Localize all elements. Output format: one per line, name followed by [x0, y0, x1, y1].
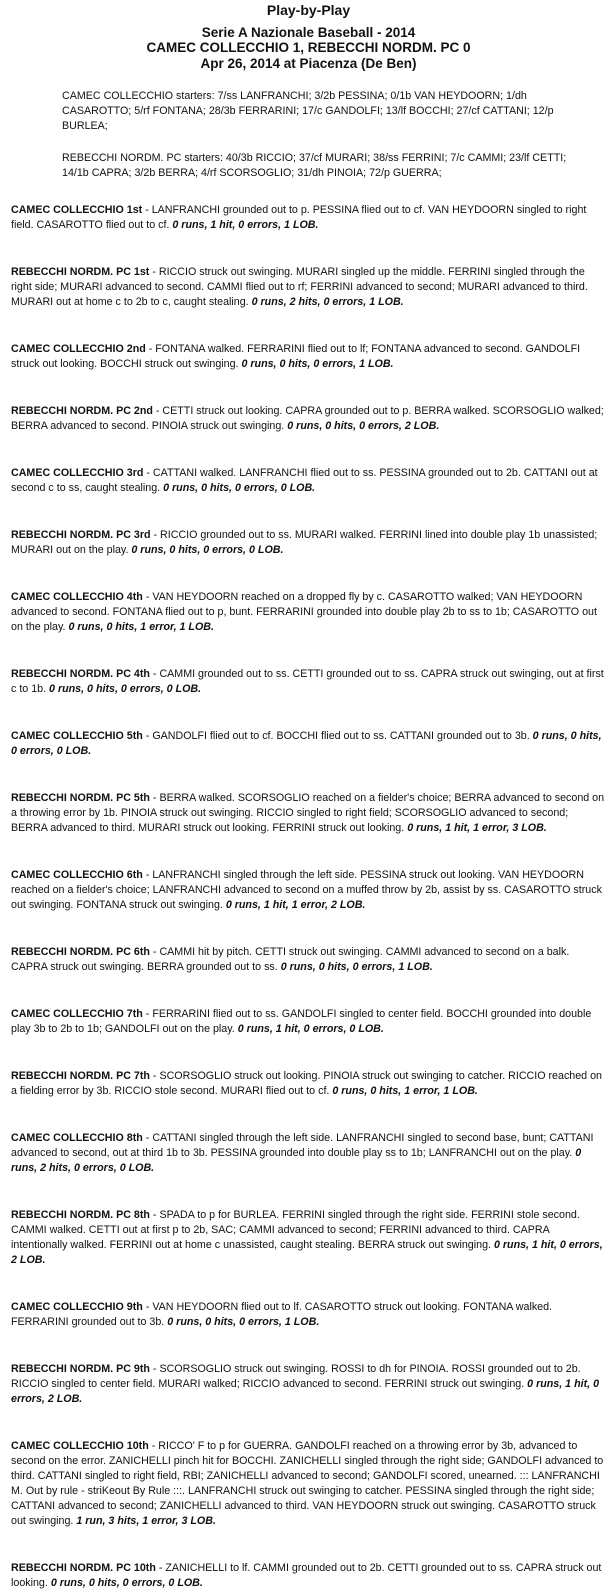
inning-plays: VAN HEYDOORN flied out to lf. CASAROTTO struck out looking. FONTANA walked. FERRARINI grounded out to 3b. — [11, 1301, 553, 1328]
inning-summary: 0 runs, 0 hits, 0 errors, 0 LOB. — [50, 1577, 203, 1589]
inning-summary: 0 runs, 2 hits, 0 errors, 0 LOB. — [11, 1147, 582, 1174]
inning-plays: CAMMI grounded out to ss. CETTI grounded out to ss. CAPRA struck out swinging, out at first c to 1b. — [11, 668, 604, 695]
inning-paragraph — [11, 1069, 606, 1099]
inning-separator: - — [142, 1008, 153, 1020]
inning-summary: 0 runs, 0 hits, 0 errors, 1 LOB. — [167, 1316, 320, 1328]
inning-team-label: REBECCHI NORDM. PC 8th — [11, 1209, 150, 1221]
home-starters: CAMEC COLLECCHIO starters: 7/ss LANFRANCHI; 3/2b PESSINA; 0/1b VAN HEYDOORN; 1/dh CASAROTTO; 5/rf FONTANA; 28/3b FERRARINI; 17/c GANDOLFI; 13/lf BOCCHI; 27/cf CATTANI; 12/p BURLEA; — [62, 90, 554, 132]
inning-separator: - — [142, 1301, 153, 1313]
inning-paragraph — [11, 945, 606, 975]
inning-paragraph — [11, 404, 606, 434]
game-matchup: CAMEC COLLECCHIO 1, REBECCHI NORDM. PC 0 — [146, 40, 471, 55]
inning-paragraph — [11, 667, 606, 697]
inning-team-label: REBECCHI NORDM. PC 2nd — [11, 405, 153, 417]
inning-plays: CAMMI hit by pitch. CETTI struck out swinging. CAMMI advanced to second on a balk. CAPRA struck out swinging. BERRA grounded out to ss. — [11, 946, 570, 973]
inning-team-label: CAMEC COLLECCHIO 1st — [11, 204, 143, 216]
inning-paragraph — [11, 265, 606, 310]
inning-paragraph — [11, 1300, 606, 1330]
inning-team-label: CAMEC COLLECCHIO 4th — [11, 591, 143, 603]
inning-separator: - — [142, 204, 152, 216]
inning-plays: GANDOLFI flied out to cf. BOCCHI flied out to ss. CATTANI grounded out to 3b. — [152, 730, 533, 742]
inning-summary: 0 runs, 0 hits, 0 errors, 0 LOB. — [131, 544, 284, 556]
inning-separator: - — [145, 343, 156, 355]
inning-paragraph — [11, 729, 606, 759]
page-title: Play-by-Play — [266, 2, 351, 18]
inning-plays: LANFRANCHI singled through the left side. PESSINA struck out looking. VAN HEYDOORN reached on a fielder's choice; LANFRANCHI advanced to second on a muffed throw by 2b, assist by ss. CASAROTTO struck out swinging. FONTANA struck out swinging. — [11, 869, 602, 911]
inning-plays: SPADA to p for BURLEA. FERRINI singled through the right side. FERRINI stole second. CAMMI walked. CETTI out at first p to 2b, SAC; CAMMI advanced to second; FERRINI advanced to third. CAPRA intentionally walked. FERRINI out at home c unassisted, caught stealing. BERRA struck out swinging. — [11, 1209, 580, 1251]
inning-summary: 0 runs, 1 hit, 0 errors, 2 LOB. — [11, 1378, 600, 1405]
inning-team-label: CAMEC COLLECCHIO 5th — [11, 730, 143, 742]
game-date-venue: Apr 26, 2014 at Piacenza (De Ben) — [200, 55, 417, 71]
inning-summary: 0 runs, 1 hit, 0 errors, 1 LOB. — [172, 219, 319, 231]
inning-summary: 0 runs, 0 hits, 1 error, 1 LOB. — [332, 1085, 478, 1097]
inning-paragraph — [11, 1439, 606, 1529]
inning-team-label: REBECCHI NORDM. PC 5th — [11, 792, 150, 804]
inning-plays: RICCIO grounded out to ss. MURARI walked. FERRINI lined into double play 1b unassisted; MURARI out on the play. — [11, 529, 598, 556]
inning-plays: FONTANA walked. FERRARINI flied out to lf; FONTANA advanced to second. GANDOLFI struck out looking. BOCCHI struck out swinging. — [11, 343, 581, 370]
inning-separator: - — [142, 591, 153, 603]
inning-separator: - — [152, 405, 163, 417]
inning-separator: - — [142, 1132, 153, 1144]
inning-summary: 0 runs, 0 hits, 0 errors, 0 LOB. — [49, 683, 202, 695]
inning-team-label: REBECCHI NORDM. PC 1st — [11, 266, 150, 278]
inning-separator: - — [143, 467, 153, 479]
inning-summary: 0 runs, 1 hit, 0 errors, 2 LOB. — [11, 1239, 603, 1266]
inning-paragraph — [11, 203, 606, 233]
inning-plays: SCORSOGLIO struck out swinging. ROSSI to dh for PINOIA. ROSSI grounded out to 2b. RICCIO singled to center field. MURARI walked; RICCIO advanced to second. FERRINI struck out swinging. — [11, 1363, 581, 1390]
inning-separator: - — [149, 1363, 160, 1375]
inning-plays: RICCIO struck out swinging. MURARI singled up the middle. FERRINI singled through the right side; MURARI advanced to second. CAMMI flied out to rf; FERRINI advanced to second; MURARI advanced to third. MURARI out at home c to 2b to c, caught stealing. — [11, 266, 588, 308]
inning-team-label: REBECCHI NORDM. PC 6th — [11, 946, 150, 958]
inning-separator: - — [149, 1070, 160, 1082]
inning-team-label: CAMEC COLLECCHIO 3rd — [11, 467, 144, 479]
inning-paragraph — [11, 1007, 606, 1037]
inning-team-label: REBECCHI NORDM. PC 10th — [11, 1562, 156, 1574]
inning-summary: 0 runs, 0 hits, 0 errors, 2 LOB. — [287, 420, 440, 432]
inning-plays: BERRA walked. SCORSOGLIO reached on a fielder's choice; BERRA advanced to second on a throwing error by 1b. PINOIA struck out swinging. RICCIO singled to right field; SCORSOGLIO advanced to second; BERRA advanced to third. MURARI struck out looking. FERRINI struck out looking. — [11, 792, 605, 834]
inning-summary: 0 runs, 1 hit, 1 error, 3 LOB. — [407, 822, 547, 834]
inning-paragraph — [11, 1131, 606, 1176]
inning-plays: CATTANI walked. LANFRANCHI flied out to ss. PESSINA grounded out to 2b. CATTANI out at second c to ss, caught stealing. — [11, 467, 598, 494]
inning-separator: - — [142, 869, 153, 881]
visitor-starters: REBECCHI NORDM. PC starters: 40/3b RICCIO; 37/cf MURARI; 38/ss FERRINI; 7/c CAMMI; 23/lf CETTI; 14/1b CAPRA; 3/2b BERRA; 4/rf SCORSOGLIO; 31/dh PINOIA; 72/p GUERRA; — [62, 152, 567, 179]
inning-team-label: CAMEC COLLECCHIO 6th — [11, 869, 143, 881]
inning-paragraph — [11, 868, 606, 913]
inning-team-label: CAMEC COLLECCHIO 10th — [11, 1440, 149, 1452]
inning-plays: FERRARINI flied out to ss. GANDOLFI singled to center field. BOCCHI grounded into double play 3b to 2b to 1b; GANDOLFI out on the play. — [11, 1008, 592, 1035]
inning-team-label: REBECCHI NORDM. PC 3rd — [11, 529, 151, 541]
inning-team-label: REBECCHI NORDM. PC 7th — [11, 1070, 150, 1082]
inning-paragraph — [11, 791, 606, 836]
league-title: Serie A Nazionale Baseball - 2014 — [201, 24, 416, 40]
inning-separator: - — [149, 1209, 160, 1221]
inning-summary: 0 runs, 1 hit, 0 errors, 0 LOB. — [237, 1023, 384, 1035]
inning-plays: RICCO' F to p for GUERRA. GANDOLFI reached on a throwing error by 3b, advanced to second on the error. ZANICHELLI pinch hit for BOCCHI. ZANICHELLI singled through the right side; GANDOLFI advanced to third. CATTANI singled to right field, RBI; ZANICHELLI advanced to second; GANDOLFI scored, unearned. ::: LANFRANCHI M. Out by rule - striKeout By Rule :::. LANFRANCHI struck out swinging to catcher. PESSINA singled through the right side; CATTANI advanced to second; ZANICHELLI advanced to third. VAN HEYDOORN struck out swinging. CASAROTTO struck out swinging. — [11, 1440, 604, 1527]
inning-paragraph — [11, 1208, 606, 1268]
inning-summary: 1 run, 3 hits, 1 error, 3 LOB. — [76, 1515, 216, 1527]
inning-team-label: CAMEC COLLECCHIO 2nd — [11, 343, 146, 355]
inning-summary: 0 runs, 0 hits, 0 errors, 0 LOB. — [11, 730, 602, 757]
inning-separator: - — [149, 668, 160, 680]
inning-paragraph — [11, 590, 606, 635]
inning-separator: - — [142, 730, 153, 742]
inning-summary: 0 runs, 0 hits, 0 errors, 0 LOB. — [163, 482, 316, 494]
inning-paragraph — [11, 466, 606, 496]
inning-separator: - — [155, 1562, 166, 1574]
inning-separator: - — [149, 266, 159, 278]
inning-team-label: REBECCHI NORDM. PC 4th — [11, 668, 150, 680]
inning-separator: - — [148, 1440, 159, 1452]
inning-summary: 0 runs, 0 hits, 1 error, 1 LOB. — [68, 621, 214, 633]
inning-summary: 0 runs, 2 hits, 0 errors, 1 LOB. — [251, 296, 404, 308]
inning-separator: - — [149, 946, 160, 958]
inning-separator: - — [150, 529, 161, 541]
inning-team-label: CAMEC COLLECCHIO 7th — [11, 1008, 143, 1020]
inning-plays: CETTI struck out looking. CAPRA grounded out to p. BERRA walked. SCORSOGLIO walked; BERRA advanced to second. PINOIA struck out swinging. — [11, 405, 604, 432]
inning-paragraph — [11, 528, 606, 558]
inning-paragraph — [11, 1561, 606, 1591]
inning-team-label: REBECCHI NORDM. PC 9th — [11, 1363, 150, 1375]
inning-team-label: CAMEC COLLECCHIO 8th — [11, 1132, 143, 1144]
inning-summary: 0 runs, 1 hit, 1 error, 2 LOB. — [225, 899, 366, 911]
inning-paragraph — [11, 1362, 606, 1407]
inning-plays: CATTANI singled through the left side. LANFRANCHI singled to second base, bunt; CATTANI advanced to second, out at third 1b to 3b. PESSINA grounded into double play ss to 1b; LANFRANCHI out on the play. — [11, 1132, 594, 1159]
inning-team-label: CAMEC COLLECCHIO 9th — [11, 1301, 143, 1313]
innings-list — [11, 203, 606, 1591]
inning-summary: 0 runs, 0 hits, 0 errors, 1 LOB. — [280, 961, 433, 973]
inning-plays: VAN HEYDOORN reached on a dropped fly by c. CASAROTTO walked; VAN HEYDOORN advanced to second. FONTANA flied out to p, bunt. FERRARINI grounded into double play 2b to ss to 1b; CASAROTTO out on the play. — [11, 591, 597, 633]
inning-plays: SCORSOGLIO struck out looking. PINOIA struck out swinging to catcher. RICCIO reached on a fielding error by 3b. RICCIO stole second. MURARI flied out to cf. — [11, 1070, 602, 1097]
inning-separator: - — [149, 792, 160, 804]
inning-plays: LANFRANCHI grounded out to p. PESSINA flied out to cf. VAN HEYDOORN singled to right field. CASAROTTO flied out to cf. — [11, 204, 587, 231]
inning-plays: ZANICHELLI to lf. CAMMI grounded out to 2b. CETTI grounded out to ss. CAPRA struck out looking. — [11, 1562, 602, 1589]
inning-paragraph — [11, 342, 606, 372]
inning-summary: 0 runs, 0 hits, 0 errors, 1 LOB. — [241, 358, 394, 370]
